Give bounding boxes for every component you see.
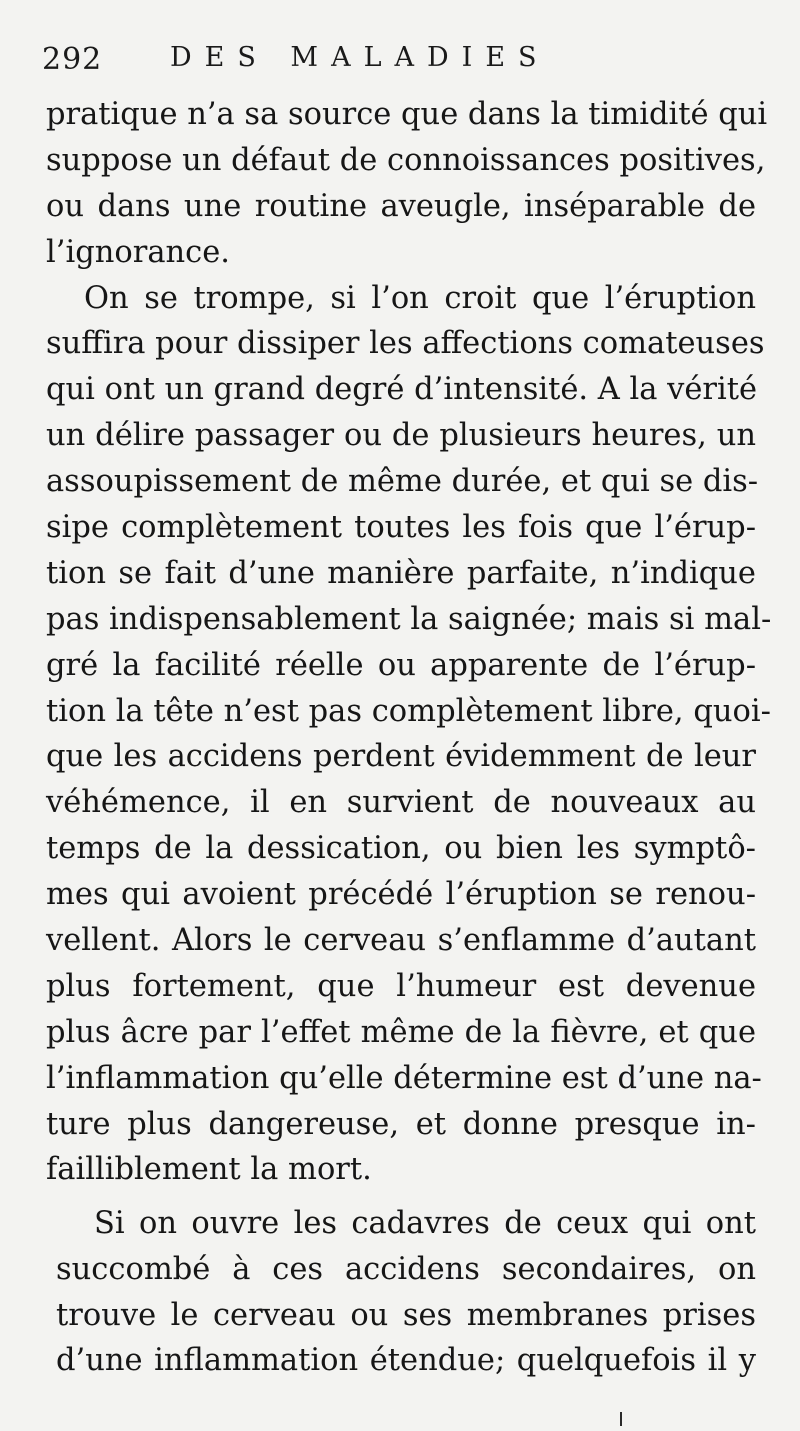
text-line: succombé à ces accidens secondaires, on bbox=[56, 1251, 756, 1287]
paragraph-1 bbox=[46, 92, 768, 276]
text-line: véhémence, il en survient de nouveaux au bbox=[46, 785, 756, 821]
text-line: ou dans une routine aveugle, inséparable de bbox=[46, 188, 756, 224]
text-line: mes qui avoient précédé l’éruption se renou- bbox=[46, 877, 756, 913]
text-line: suppose un défaut de connoissances positives, bbox=[46, 142, 766, 178]
paragraph-2 bbox=[46, 276, 772, 1194]
text-line: vellent. Alors le cerveau s’enflamme d’autant bbox=[46, 923, 756, 959]
scan-speck bbox=[620, 1412, 622, 1426]
text-line: tion la tête n’est pas complètement libre, quoi- bbox=[46, 693, 771, 729]
text-line: failliblement la mort. bbox=[46, 1152, 372, 1188]
text-line: plus fortement, que l’humeur est devenue bbox=[46, 968, 756, 1004]
text-line: l’inflammation qu’elle détermine est d’une na- bbox=[46, 1060, 762, 1096]
running-title: DES MALADIES bbox=[170, 42, 550, 73]
text-line: plus âcre par l’effet même de la fièvre, et que bbox=[46, 1014, 756, 1050]
text-line: un délire passager ou de plusieurs heures, un bbox=[46, 418, 756, 454]
text-line: que les accidens perdent évidemment de leur bbox=[46, 739, 756, 775]
text-line: tion se fait d’une manière parfaite, n’indique bbox=[46, 555, 756, 591]
text-line: pratique n’a sa source que dans la timidité qui bbox=[46, 97, 768, 132]
text-line: On se trompe, si l’on croit que l’éruption bbox=[84, 280, 756, 316]
text-line: qui ont un grand degré d’intensité. A la vérité bbox=[46, 372, 758, 408]
text-line: assoupissement de même durée, et qui se dis- bbox=[46, 464, 759, 500]
text-line: trouve le cerveau ou ses membranes prises bbox=[56, 1297, 756, 1333]
text-line: suffira pour dissiper les affections comateuses bbox=[46, 326, 765, 362]
running-head bbox=[40, 38, 760, 82]
text-line: l’ignorance. bbox=[46, 234, 230, 270]
text-line: temps de la dessication, ou bien les symptô- bbox=[46, 831, 756, 867]
text-line: gré la facilité réelle ou apparente de l’érup- bbox=[46, 647, 756, 683]
text-line: sipe complètement toutes les fois que l’érup- bbox=[46, 510, 756, 546]
text-line: d’une inflammation étendue; quelquefois il y bbox=[56, 1343, 756, 1379]
paragraph-3 bbox=[46, 1201, 756, 1383]
page-number: 292 bbox=[42, 42, 103, 77]
body-text bbox=[46, 92, 772, 1384]
text-line: pas indispensablement la saignée; mais si mal- bbox=[46, 601, 772, 637]
text-line: Si on ouvre les cadavres de ceux qui ont bbox=[94, 1206, 756, 1242]
text-line: ture plus dangereuse, et donne presque in- bbox=[46, 1106, 756, 1142]
